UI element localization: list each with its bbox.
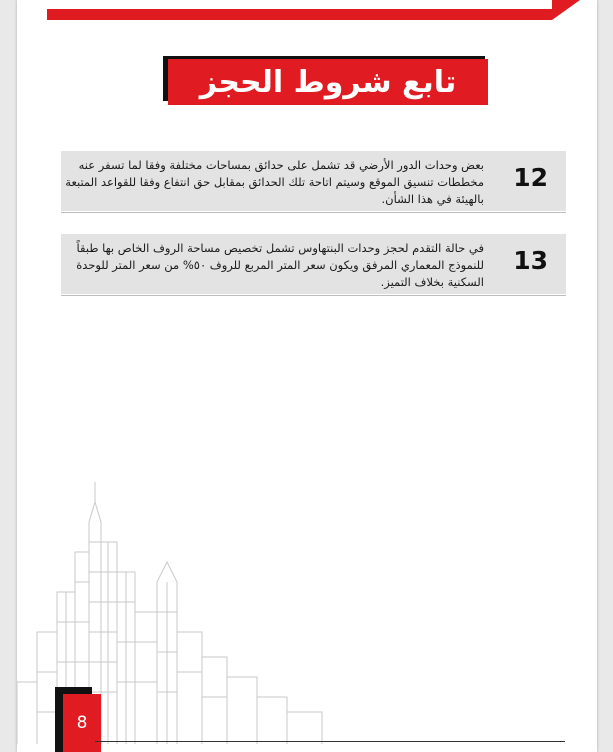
terms-item-number: 13 xyxy=(513,246,548,275)
document-page xyxy=(17,0,597,752)
page-title: تابع شروط الحجز xyxy=(168,59,488,105)
terms-item-text: بعض وحدات الدور الأرضي قد تشمل على حدائق بمساحات مختلفة وفقا لما تسفر عنه مخططات تنسيق الموقع وسيتم اتاحة تلك الحدائق بمقابل حق انتفاع وفقا للقواعد المتبعة بالهيئة في هذا الشأن. xyxy=(65,158,484,206)
terms-item-text: في حالة التقدم لحجز وحدات البنتهاوس تشمل تخصيص مساحة الروف الخاص بها طبقاً للنموذج المعماري المرفق ويكون سعر المتر المربع للروف ٥٠% من سعر المتر للوحدة السكنية بخلاف التميز. xyxy=(76,241,484,289)
item-divider xyxy=(61,295,566,296)
terms-item-number: 12 xyxy=(513,163,548,192)
bottom-divider xyxy=(95,741,565,742)
title-block xyxy=(163,56,490,105)
terms-item xyxy=(61,151,566,211)
item-divider xyxy=(61,212,566,213)
page-number: 8 xyxy=(63,694,101,752)
top-accent-bar xyxy=(47,9,552,20)
terms-item xyxy=(61,234,566,294)
top-accent-bar-tip xyxy=(552,0,580,20)
